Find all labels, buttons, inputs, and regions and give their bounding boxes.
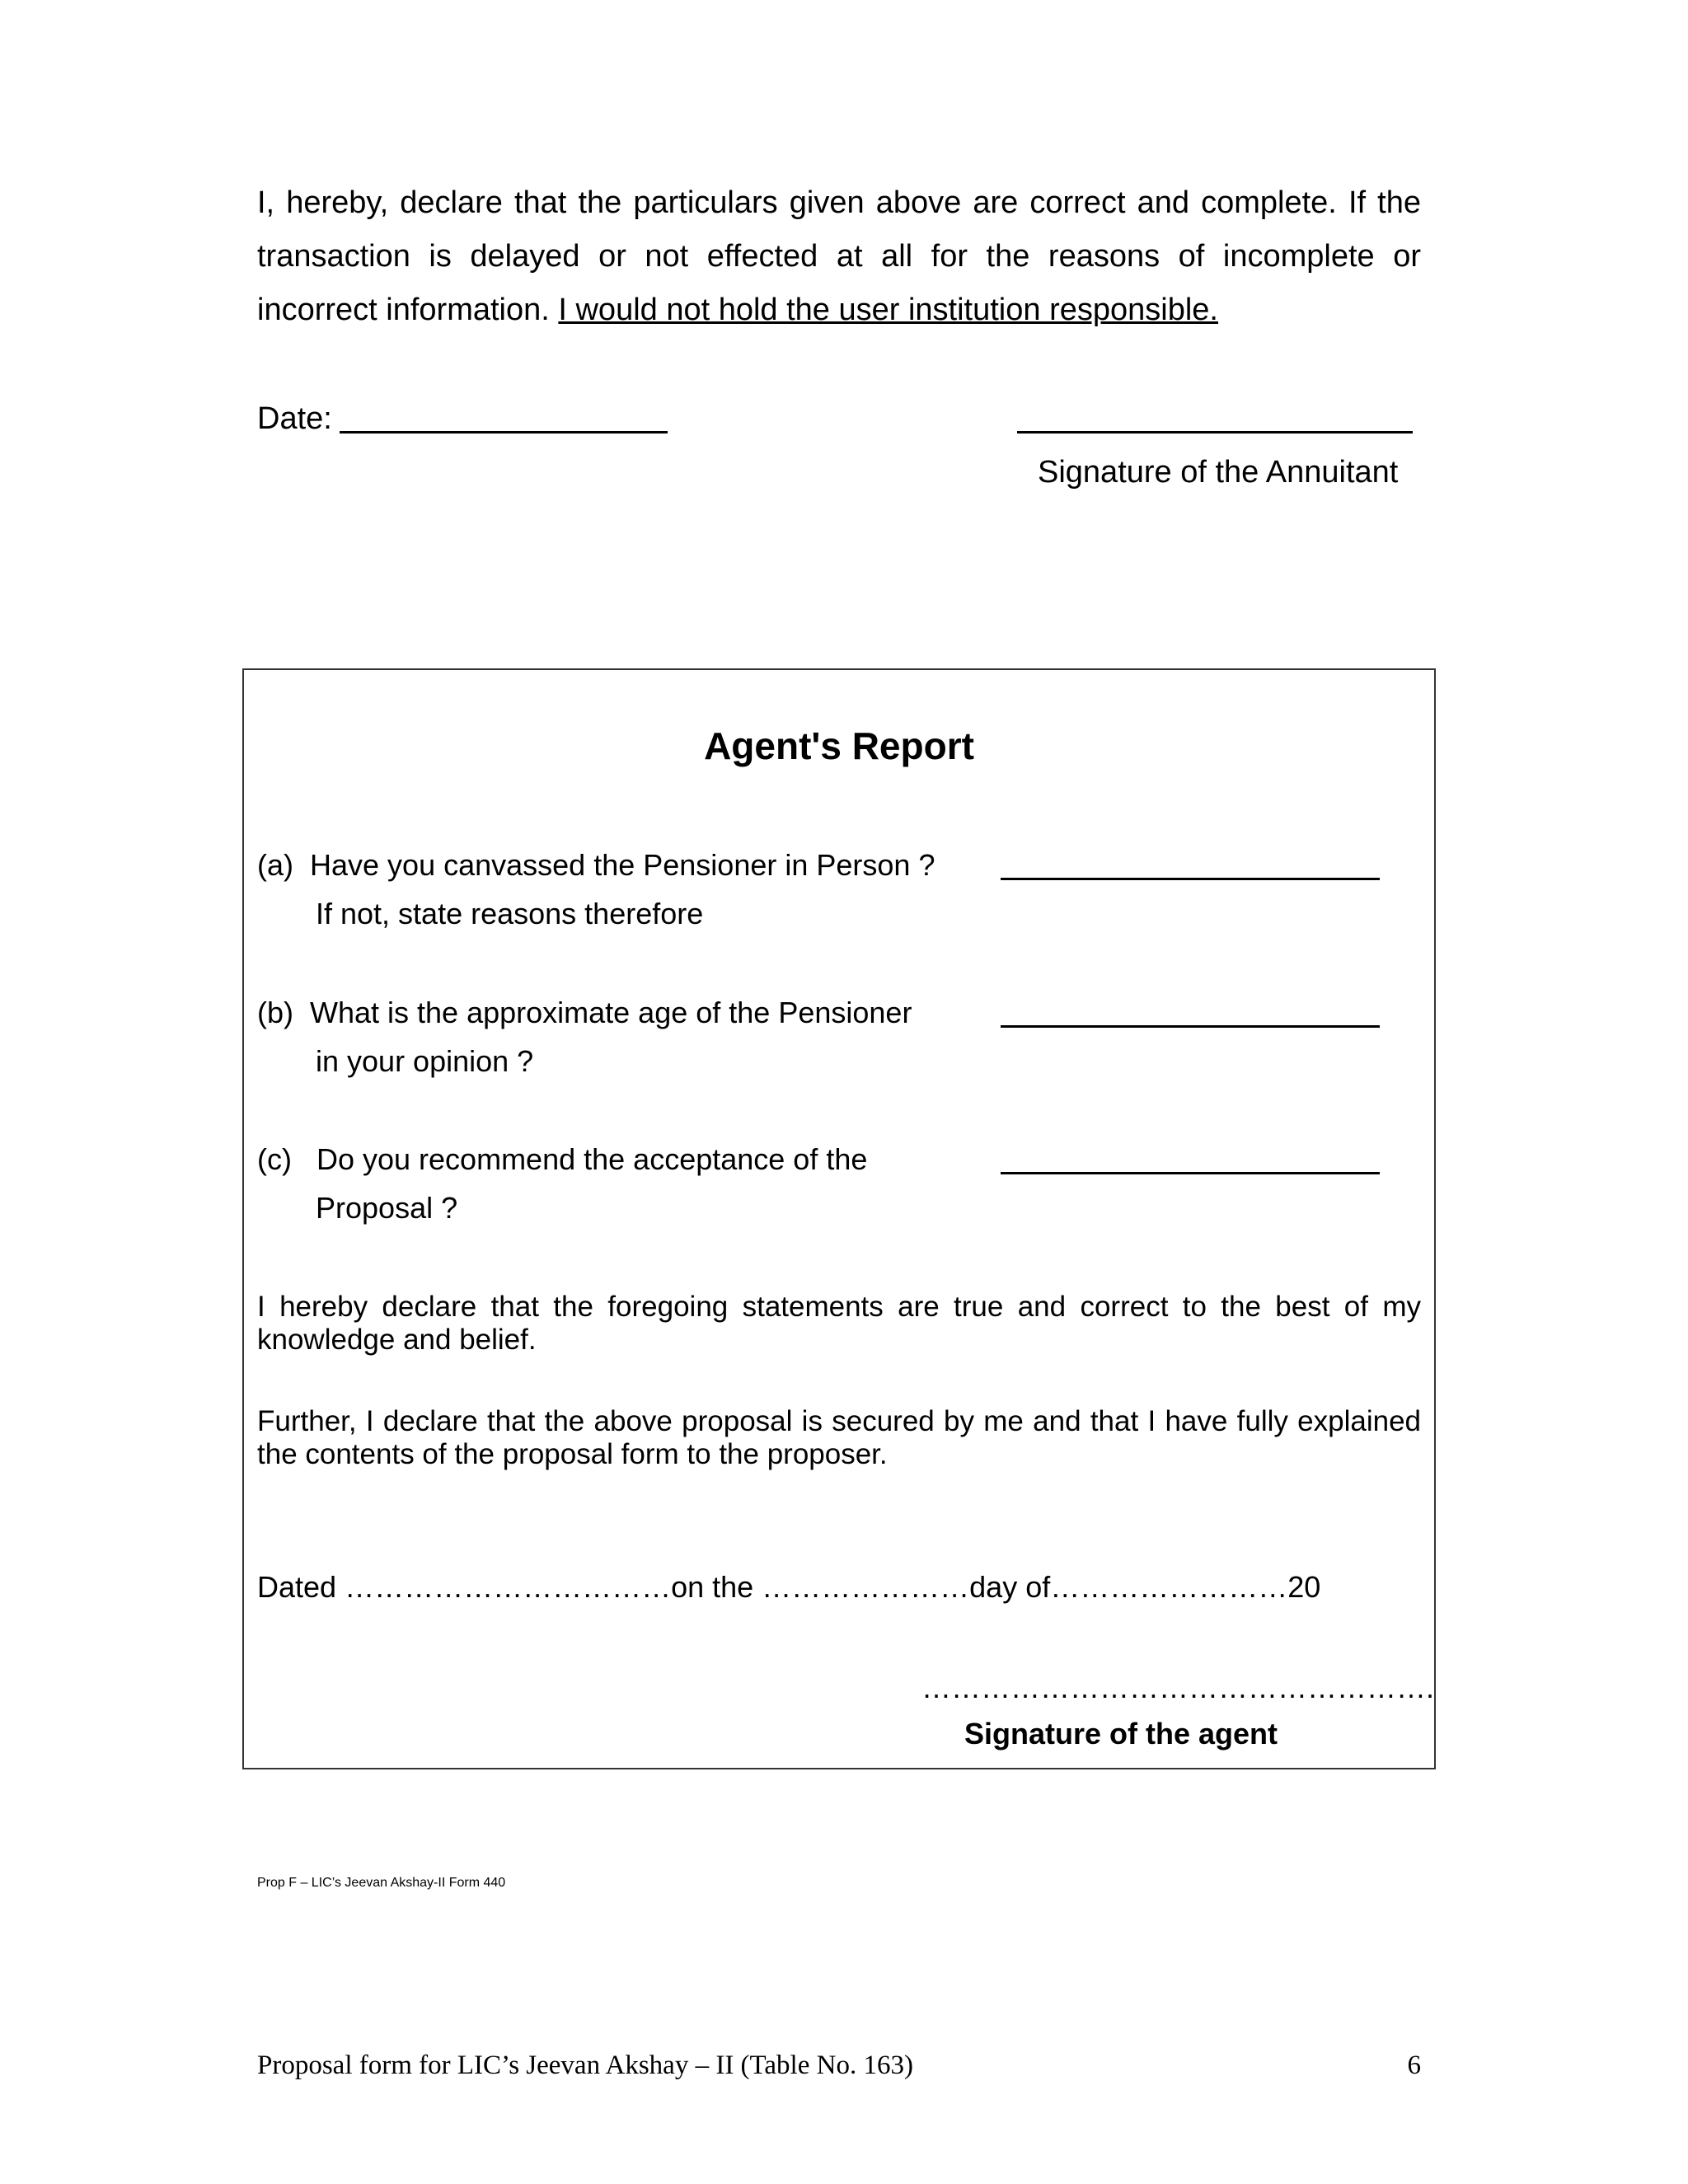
question-c-text: (c) Do you recommend the acceptance of the [257,1142,868,1176]
question-c-answer-line[interactable] [1001,1172,1380,1174]
declaration-paragraph [257,176,1421,337]
agent-signature-label: Signature of the agent [964,1717,1278,1750]
agent-declaration-1: I hereby declare that the foregoing statements are true and correct to the best of my knowledge and belief. [257,1291,1421,1356]
agent-declaration-2: Further, I declare that the above proposal is secured by me and that I have fully explained the contents of the proposal form to the proposer. [257,1405,1421,1470]
agent-report-title: Agent's Report [704,724,974,767]
question-a-text: (a) Have you canvassed the Pensioner in Person ? [257,848,935,882]
question-b-text: (b) What is the approximate age of the Pensioner [257,996,912,1029]
date-field-line[interactable] [340,431,668,434]
agent-signature-dots[interactable]: ……………………………………………. [921,1671,1435,1704]
annuitant-signature-label: Signature of the Annuitant [1038,455,1399,490]
declaration-text: I, hereby, declare that the particulars given above are correct and complete. If the transaction is delayed or not effected at all for the reasons of incomplete or incorrect information. [257,185,1421,327]
question-c-subtext: Proposal ? [316,1191,458,1225]
question-b-subtext: in your opinion ? [316,1044,534,1078]
dated-line[interactable]: Dated ……………………………on the …………………day of……………………20 [257,1570,1321,1604]
form-code: Prop F – LIC’s Jeevan Akshay-II Form 440 [257,1876,506,1890]
question-a-subtext: If not, state reasons therefore [316,897,704,930]
declaration-underlined-text: I would not hold the user institution responsible. [558,293,1218,327]
annuitant-signature-line[interactable] [1017,431,1413,434]
question-b-answer-line[interactable] [1001,1025,1380,1028]
footer-text: Proposal form for LIC’s Jeevan Akshay – II (Table No. 163) [257,2050,913,2080]
question-a-answer-line[interactable] [1001,878,1380,880]
page-number: 6 [1407,2050,1421,2080]
date-label: Date: [257,401,332,436]
